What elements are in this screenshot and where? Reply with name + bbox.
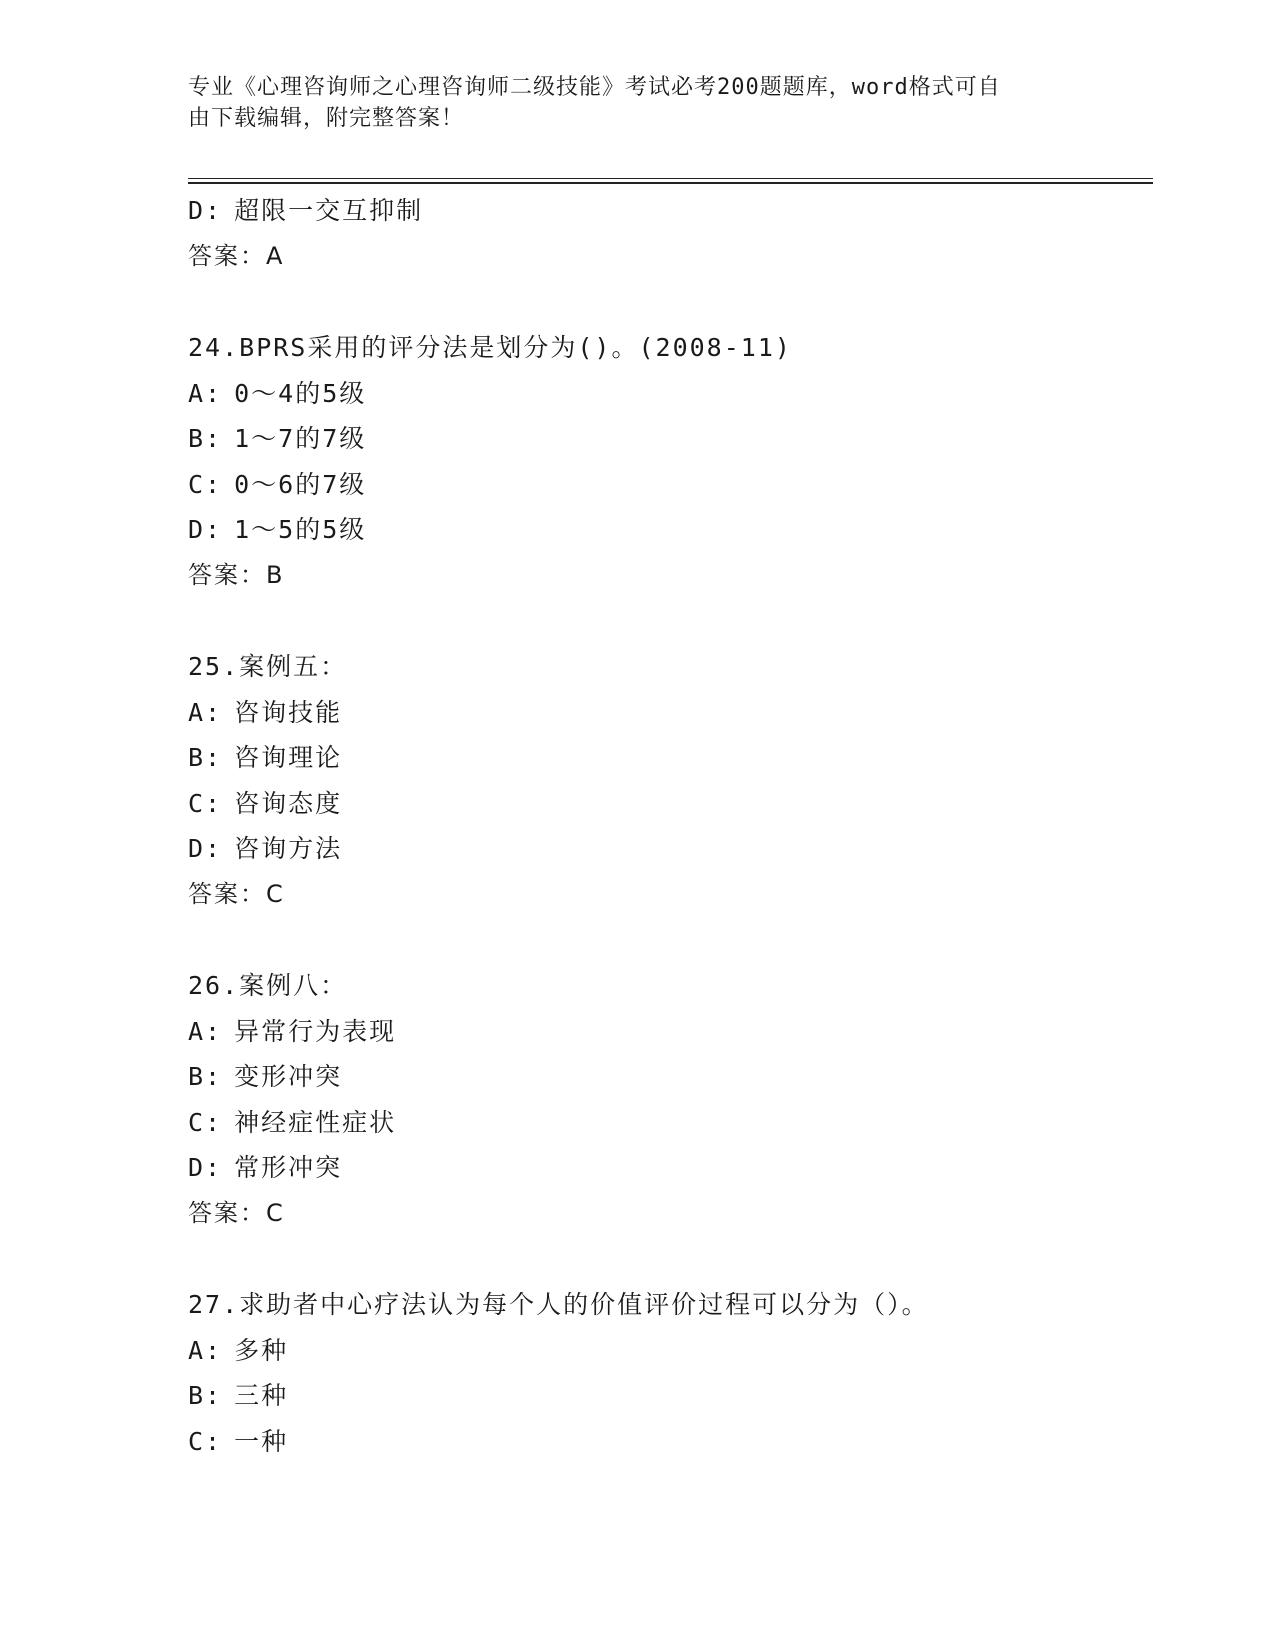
question-stem: 24.BPRS采用的评分法是划分为()。(2008-11)	[188, 333, 792, 362]
answer-line: 答案：A	[188, 241, 285, 270]
option-label: A:	[188, 697, 223, 727]
option-row	[188, 1145, 1153, 1191]
option-label: D:	[188, 196, 223, 225]
spacer	[188, 598, 1153, 644]
option-row	[188, 735, 1153, 781]
option-text: 变形冲突	[234, 1062, 343, 1091]
option-label: C:	[188, 1107, 223, 1137]
option-label: B:	[188, 743, 223, 772]
header-divider-thin	[188, 178, 1153, 179]
option-label: D:	[188, 834, 223, 863]
option-row	[188, 507, 1153, 553]
answer-line: 答案：C	[188, 879, 285, 908]
answer-line: 答案：C	[188, 1198, 285, 1227]
option-label: A:	[188, 1335, 223, 1365]
header-line-2: 由下载编辑，附完整答案！	[188, 106, 465, 131]
question-block	[188, 1282, 1153, 1464]
option-label: D:	[188, 515, 223, 544]
question-stem: 25.案例五：	[188, 652, 348, 681]
option-text: 咨询技能	[234, 697, 343, 727]
option-text: 0～4的5级	[234, 378, 367, 408]
document-header	[188, 72, 1068, 134]
spacer	[188, 1236, 1153, 1282]
option-text: 咨询方法	[234, 834, 343, 863]
option-row	[188, 462, 1153, 508]
question-list	[188, 188, 1153, 1464]
option-row	[188, 1009, 1153, 1055]
option-label: B:	[188, 1062, 223, 1091]
option-label: C:	[188, 1426, 223, 1456]
option-row	[188, 781, 1153, 827]
spacer	[188, 917, 1153, 963]
option-row	[188, 416, 1153, 462]
option-label: C:	[188, 469, 223, 499]
option-text: 异常行为表现	[234, 1016, 397, 1046]
option-row	[188, 188, 1153, 234]
option-label: A:	[188, 1016, 223, 1046]
header-divider-thick	[188, 182, 1153, 184]
option-text: 一种	[234, 1426, 289, 1456]
option-row	[188, 371, 1153, 417]
option-text: 常形冲突	[234, 1153, 343, 1182]
question-stem: 26.案例八：	[188, 971, 348, 1000]
option-row	[188, 1373, 1153, 1419]
option-row	[188, 1100, 1153, 1146]
option-text: 三种	[234, 1381, 289, 1410]
option-label: A:	[188, 378, 223, 408]
question-block	[188, 325, 1153, 598]
option-label: B:	[188, 424, 223, 453]
option-text: 咨询态度	[234, 788, 343, 818]
option-text: 1～5的5级	[234, 515, 367, 544]
option-row	[188, 1419, 1153, 1465]
answer-line: 答案：B	[188, 560, 285, 589]
question-stem: 27.求助者中心疗法认为每个人的价值评价过程可以分为（）。	[188, 1290, 929, 1319]
option-label: C:	[188, 788, 223, 818]
spacer	[188, 279, 1153, 325]
option-row	[188, 826, 1153, 872]
question-block	[188, 644, 1153, 917]
option-row	[188, 1328, 1153, 1374]
option-text: 神经症性症状	[234, 1107, 397, 1137]
option-text: 0～6的7级	[234, 469, 367, 499]
option-row	[188, 690, 1153, 736]
question-block	[188, 963, 1153, 1236]
option-text: 超限一交互抑制	[234, 196, 424, 225]
option-text: 1～7的7级	[234, 424, 367, 453]
option-label: B:	[188, 1381, 223, 1410]
option-text: 多种	[234, 1335, 289, 1365]
header-line-1: 专业《心理咨询师之心理咨询师二级技能》考试必考200题题库，word格式可自	[188, 75, 1001, 100]
option-text: 咨询理论	[234, 743, 343, 772]
option-label: D:	[188, 1153, 223, 1182]
option-row	[188, 1054, 1153, 1100]
